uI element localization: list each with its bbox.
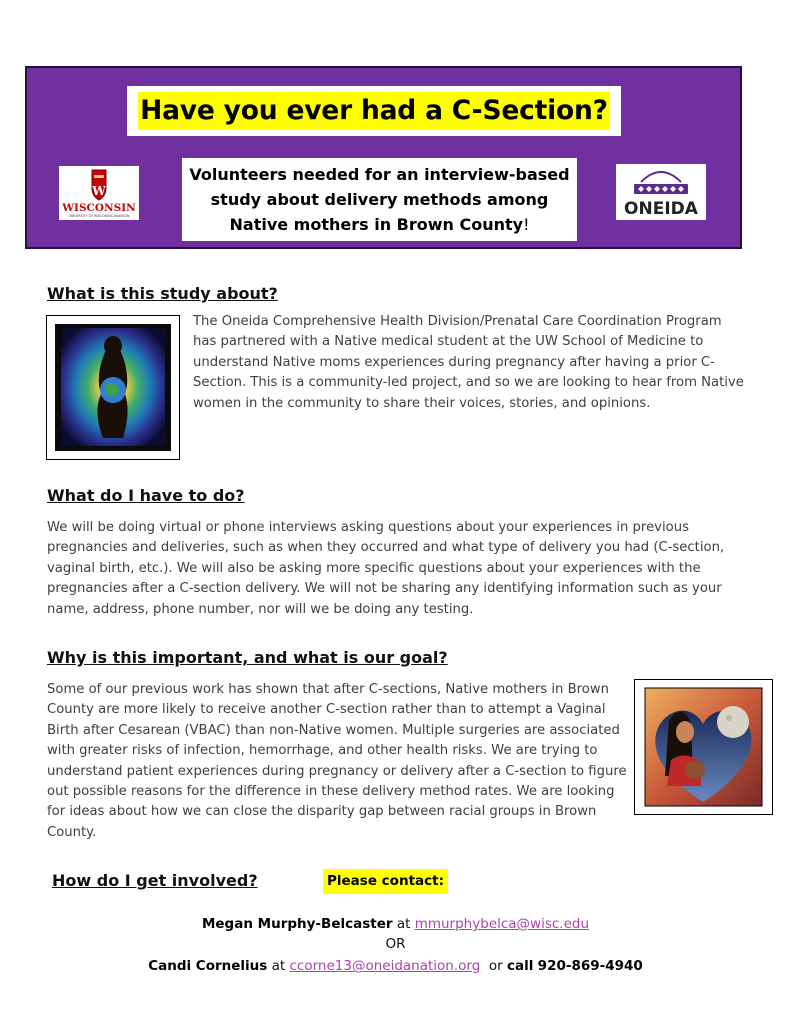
title-box	[127, 86, 621, 136]
uw-logo-subtext: UNIVERSITY OF WISCONSIN–MADISON	[68, 214, 130, 218]
section-heading-involved: How do I get involved?	[52, 871, 258, 890]
about-paragraph: The Oneida Comprehensive Health Division/Prenatal Care Coordination Program has partnered with a Native medical student at the UW School of Medicine to understand Native moms experiences during pregnancy after having a prior C-Section. This is a community-led project, and so we are looking to hear from Native women in the community to share their voices, stories, and opinions.	[193, 314, 744, 411]
uw-logo-text: WISCONSIN	[62, 202, 136, 214]
contact-1-email-link[interactable]: mmurphybelca@wisc.edu	[414, 916, 590, 932]
page-title: Have you ever had a C-Section?	[138, 92, 610, 130]
contact-line-1	[0, 914, 791, 934]
section-heading-about: What is this study about?	[47, 284, 278, 303]
section-heading-why: Why is this important, and what is our goal?	[47, 648, 448, 667]
please-contact-label: Please contact:	[323, 869, 448, 894]
uw-crest-letter: W	[92, 184, 106, 198]
contact-2-name: Candi Cornelius	[148, 958, 268, 974]
contact-2-call-label: call	[507, 958, 534, 974]
why-paragraph: Some of our previous work has shown that after C-sections, Native mothers in Brown County are more likely to receive another C-section rather than to attempt a Vaginal Birth after Cesarean (VBAC) than non-Native women. Multiple surgeries are associated with greater risks of infection, hemorrhage, and other health risks. We are trying to understand patient experiences during pregnancy or delivery after a C-section to figure out possible reasons for the difference in these delivery method rates. We are looking for ideas about how we can close the disparity gap between racial groups in Brown County.	[47, 682, 627, 840]
contact-1-name: Megan Murphy-Belcaster	[201, 916, 393, 932]
contact-or-separator: OR	[385, 936, 406, 952]
pregnant-woman-earth-image	[46, 315, 180, 460]
todo-paragraph: We will be doing virtual or phone interviews asking questions about your experiences in previous pregnancies and deliveries, such as when they occurred and what type of delivery you had (C-section, vaginal birth, etc.). We will also be asking more specific questions about your experiences with the pregnancies after a C-section delivery. We will not be sharing any identifying information such as your name, address, phone number, nor will we be doing any testing.	[47, 520, 725, 617]
oneida-logo	[616, 164, 706, 220]
contact-2-phone[interactable]: 920-869-4940	[537, 958, 643, 974]
uw-wisconsin-logo	[59, 166, 139, 220]
section-heading-todo: What do I have to do?	[47, 486, 245, 505]
header-banner	[25, 66, 742, 249]
subtitle-box	[182, 158, 577, 241]
contact-line-2	[0, 956, 791, 976]
mother-and-child-heart-image	[634, 679, 773, 815]
subtitle-text: Volunteers needed for an interview-based study about delivery methods among Native mothers in Brown County	[189, 165, 570, 234]
contact-1-at: at	[396, 916, 411, 932]
contact-2-email-link[interactable]: ccorne13@oneidanation.org	[289, 958, 481, 974]
contact-2-or: or	[488, 958, 503, 974]
subtitle-exclamation: !	[523, 215, 530, 234]
oneida-logo-text: ONEIDA	[624, 199, 698, 219]
contact-2-at: at	[271, 958, 286, 974]
